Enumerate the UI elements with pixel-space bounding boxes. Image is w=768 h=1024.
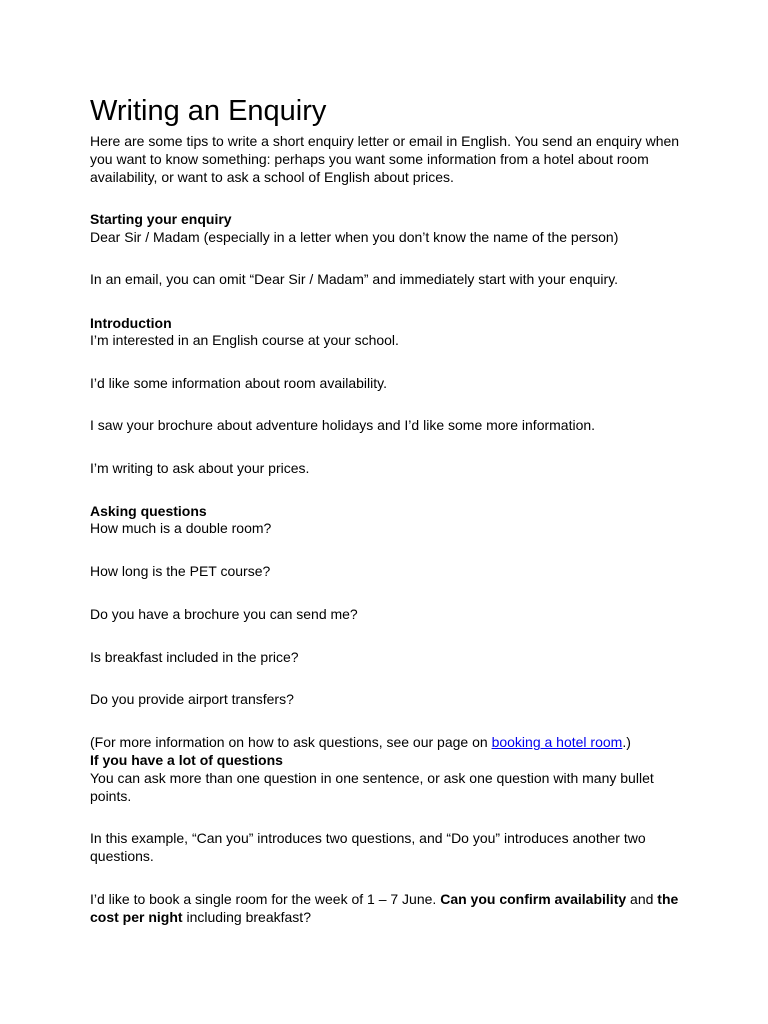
introduction-line: I’m writing to ask about your prices. bbox=[90, 460, 310, 476]
more-info-line: (For more information on how to ask questions, see our page on booking a hotel room.) bbox=[90, 734, 631, 750]
booking-hotel-room-link[interactable]: booking a hotel room bbox=[491, 734, 623, 750]
question-line: Is breakfast included in the price? bbox=[90, 649, 299, 665]
introduction-heading: Introduction bbox=[90, 315, 172, 331]
starting-heading: Starting your enquiry bbox=[90, 211, 232, 227]
question-line: Do you provide airport transfers? bbox=[90, 691, 294, 707]
introduction-line: I’d like some information about room availability. bbox=[90, 375, 387, 391]
many-questions-paragraph: You can ask more than one question in one sentence, or ask one question with many bullet points. bbox=[90, 770, 654, 804]
many-questions-heading: If you have a lot of questions bbox=[90, 752, 283, 768]
question-line: Do you have a brochure you can send me? bbox=[90, 606, 358, 622]
page-title: Writing an Enquiry bbox=[90, 95, 327, 127]
example-explanation-paragraph: In this example, “Can you” introduces two questions, and “Do you” introduces another two questions. bbox=[90, 830, 646, 864]
question-line: How much is a double room? bbox=[90, 520, 272, 536]
introduction-line: I saw your brochure about adventure holidays and I’d like some more information. bbox=[90, 417, 596, 433]
starting-line-1: Dear Sir / Madam (especially in a letter when you don’t know the name of the person) bbox=[90, 229, 619, 245]
starting-line-2: In an email, you can omit “Dear Sir / Madam” and immediately start with your enquiry. bbox=[90, 271, 619, 287]
question-line: How long is the PET course? bbox=[90, 563, 271, 579]
asking-heading: Asking questions bbox=[90, 503, 207, 519]
introduction-line: I’m interested in an English course at your school. bbox=[90, 332, 399, 348]
intro-paragraph: Here are some tips to write a short enquiry letter or email in English. You send an enquiry when you want to know something: perhaps you want some information from a hotel about room availability, or want to ask a school of English about prices. bbox=[90, 133, 680, 185]
example-sentence: I’d like to book a single room for the week of 1 – 7 June. Can you confirm availability and the cost per night including breakfast? bbox=[90, 891, 679, 925]
